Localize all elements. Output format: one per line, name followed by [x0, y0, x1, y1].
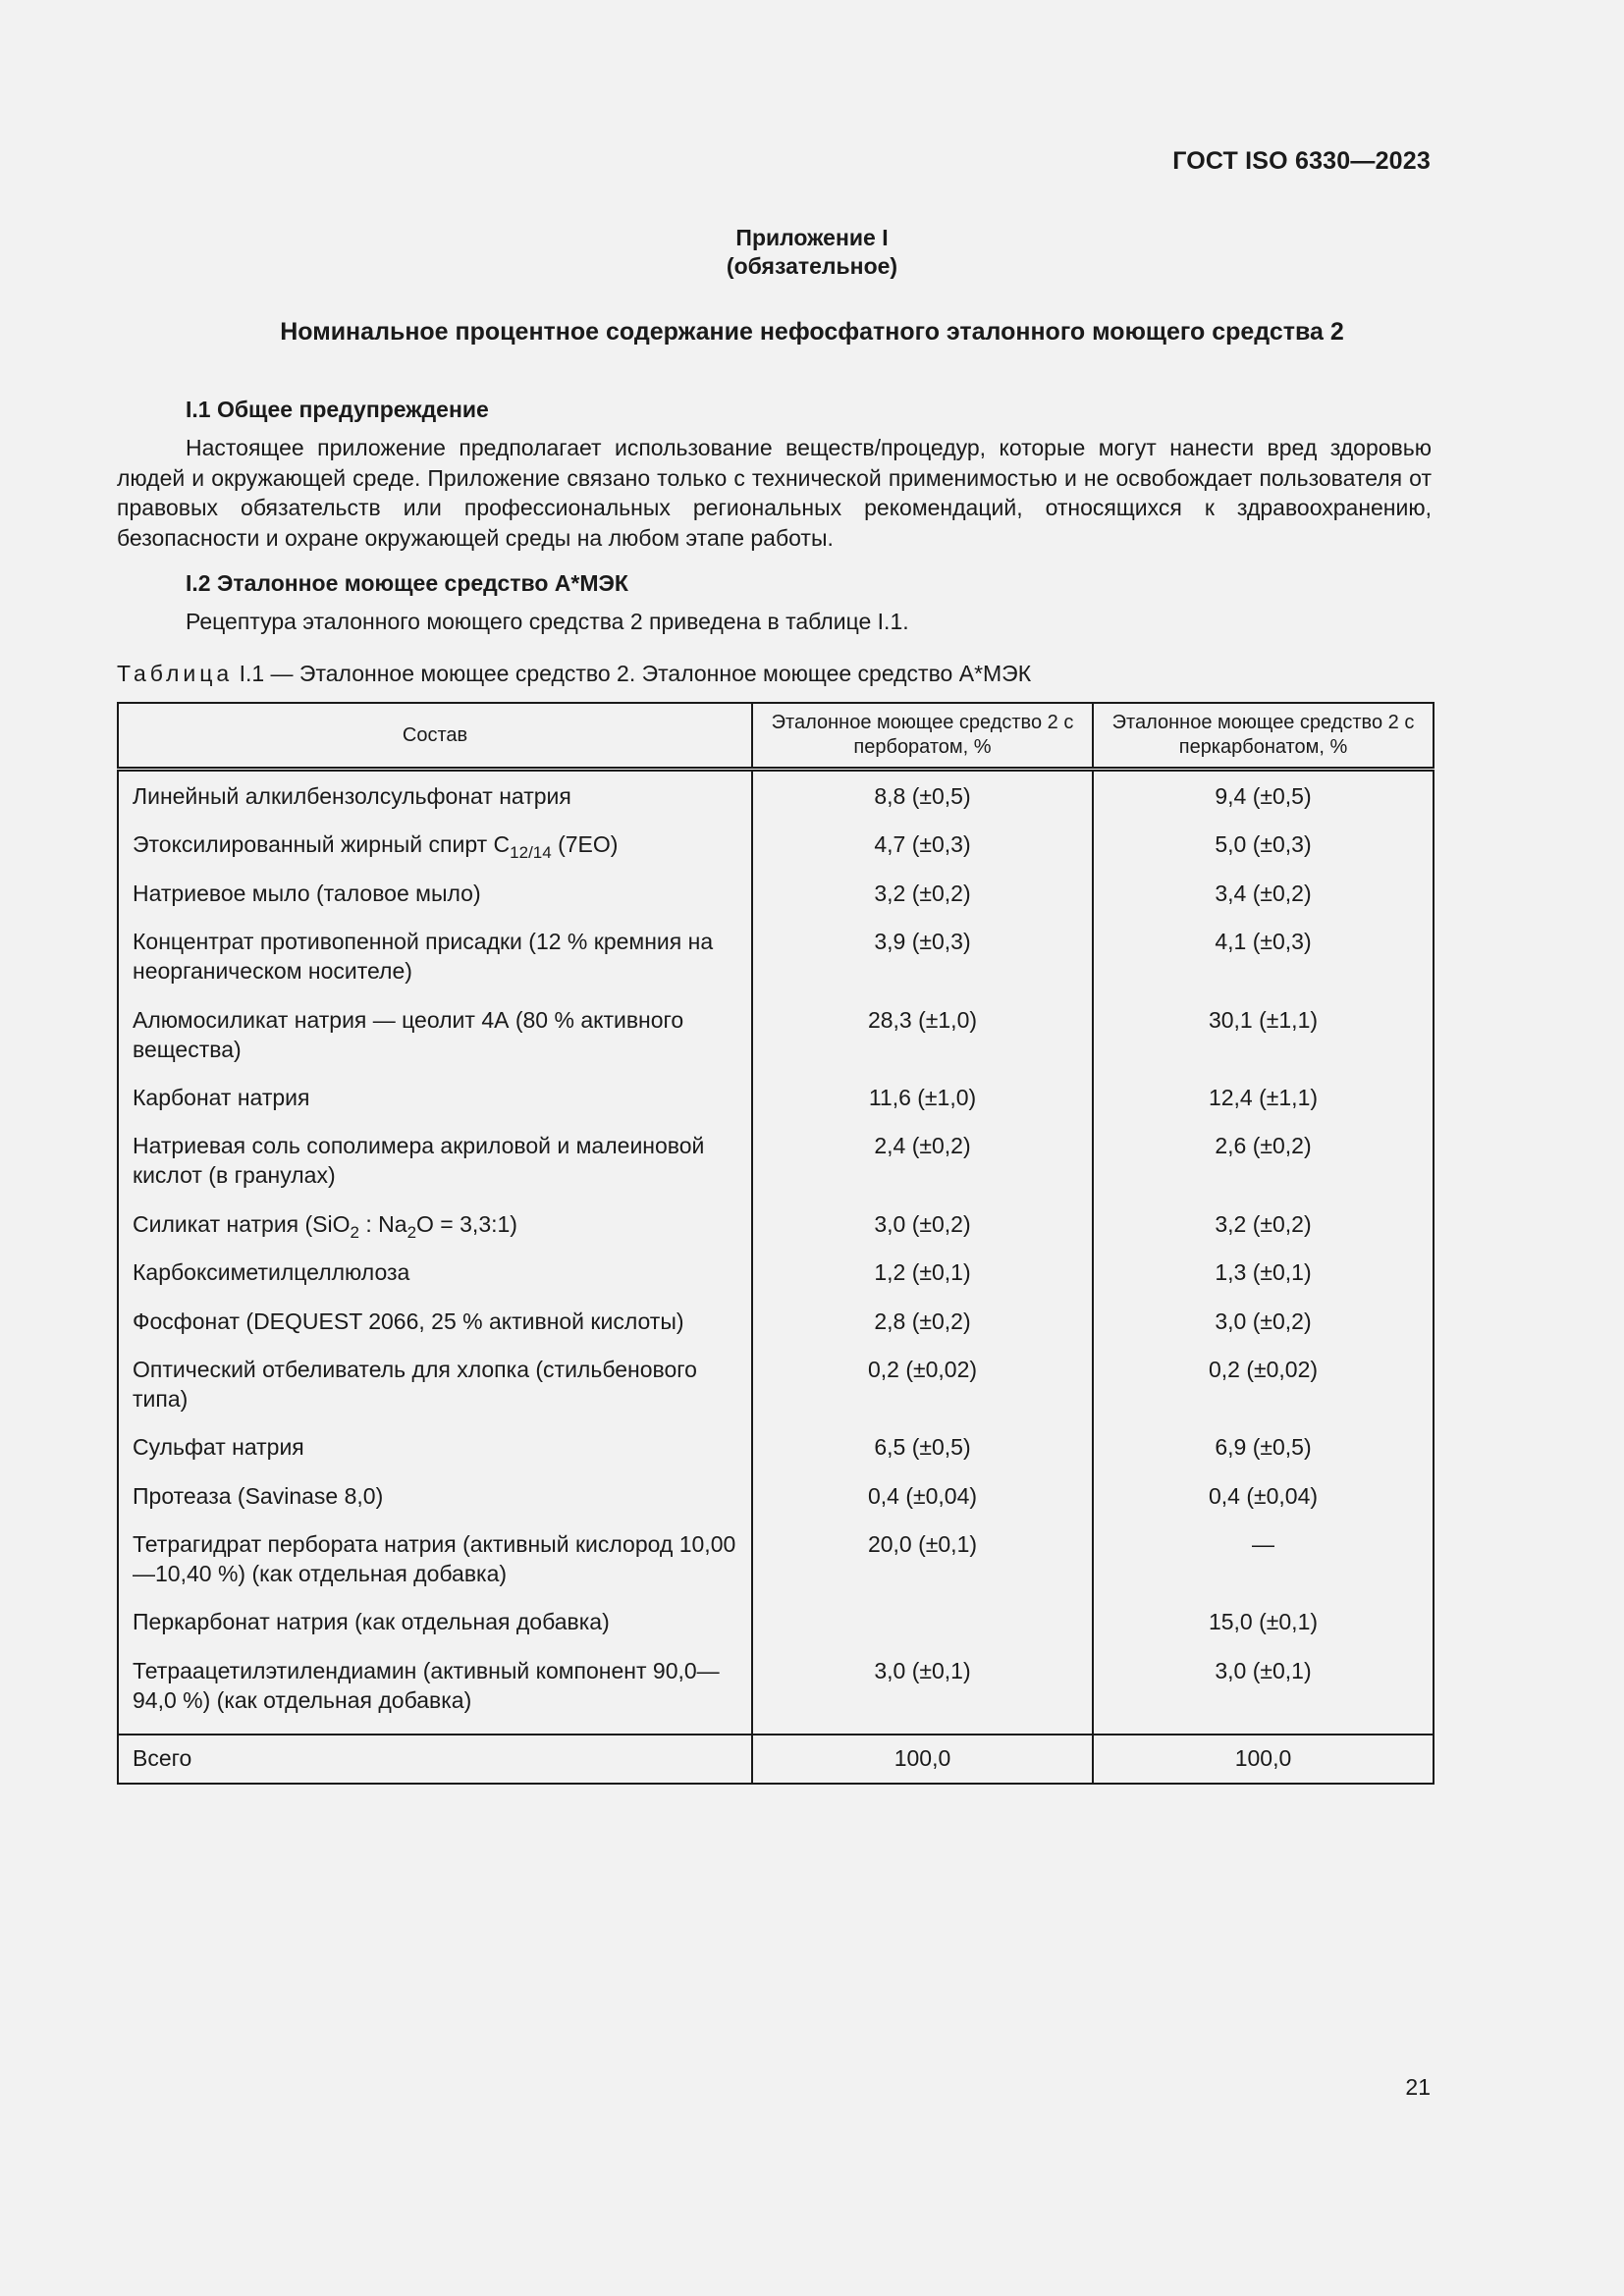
- component-name: Алюмосиликат натрия — цеолит 4А (80 % активного вещества): [118, 1005, 752, 1083]
- table-row: [118, 1005, 1434, 1083]
- percarbonate-value: 9,4 (±0,5): [1093, 770, 1434, 830]
- percarbonate-value: 12,4 (±1,1): [1093, 1083, 1434, 1131]
- total-percarbonate: 100,0: [1093, 1735, 1434, 1784]
- component-name: Тетрагидрат пербората натрия (активный кислород 10,00—10,40 %) (как отдельная добавка): [118, 1529, 752, 1607]
- percarbonate-value: 15,0 (±0,1): [1093, 1607, 1434, 1655]
- percarbonate-value: 5,0 (±0,3): [1093, 829, 1434, 878]
- table-total-row: [118, 1735, 1434, 1784]
- component-name-text: (7ЕО): [551, 831, 619, 858]
- document-code: ГОСТ ISO 6330—2023: [1172, 147, 1431, 175]
- perborate-value: 2,8 (±0,2): [752, 1307, 1093, 1355]
- perborate-value: 3,0 (±0,2): [752, 1209, 1093, 1257]
- percarbonate-value: 1,3 (±0,1): [1093, 1257, 1434, 1306]
- total-label: Всего: [118, 1735, 752, 1784]
- component-name-text: Силикат натрия (SiO: [133, 1210, 351, 1237]
- component-name-text: O = 3,3:1): [416, 1210, 517, 1237]
- component-name-text: : Na: [358, 1210, 407, 1237]
- component-name: [118, 1209, 752, 1257]
- perborate-value: 0,2 (±0,02): [752, 1355, 1093, 1432]
- table-row: [118, 1209, 1434, 1257]
- table-row: [118, 1432, 1434, 1480]
- component-name-subscript: 2: [406, 1222, 417, 1242]
- annex-heading: Номинальное процентное содержание нефосфатного эталонного моющего средства 2: [280, 318, 1344, 346]
- table-caption: [117, 661, 1031, 687]
- perborate-value: 0,4 (±0,04): [752, 1481, 1093, 1529]
- percarbonate-value: 3,0 (±0,1): [1093, 1656, 1434, 1735]
- component-name: Натриевое мыло (таловое мыло): [118, 879, 752, 927]
- perborate-value: 8,8 (±0,5): [752, 770, 1093, 830]
- section-heading-general-warning: I.1 Общее предупреждение: [186, 397, 489, 422]
- component-name: Натриевая соль сополимера акриловой и малеиновой кислот (в гранулах): [118, 1131, 752, 1208]
- perborate-value: 20,0 (±0,1): [752, 1529, 1093, 1607]
- percarbonate-value: 3,0 (±0,2): [1093, 1307, 1434, 1355]
- perborate-value: 11,6 (±1,0): [752, 1083, 1093, 1131]
- component-name: Концентрат противопенной присадки (12 % кремния на неорганическом носителе): [118, 927, 752, 1004]
- table-row: [118, 770, 1434, 830]
- percarbonate-value: 4,1 (±0,3): [1093, 927, 1434, 1004]
- table-row: [118, 1607, 1434, 1655]
- table-row: [118, 1307, 1434, 1355]
- component-name: [118, 829, 752, 878]
- table-caption-label: Таблица: [117, 661, 234, 686]
- percarbonate-value: 6,9 (±0,5): [1093, 1432, 1434, 1480]
- percarbonate-value: —: [1093, 1529, 1434, 1607]
- table-row: [118, 1257, 1434, 1306]
- percarbonate-value: 30,1 (±1,1): [1093, 1005, 1434, 1083]
- table-row: [118, 829, 1434, 878]
- table-header-row: [118, 703, 1434, 770]
- component-name: Линейный алкилбензолсульфонат натрия: [118, 770, 752, 830]
- table-row: [118, 1355, 1434, 1432]
- perborate-value: 2,4 (±0,2): [752, 1131, 1093, 1208]
- annex-status: (обязательное): [726, 253, 898, 279]
- perborate-value: [752, 1607, 1093, 1655]
- perborate-value: 28,3 (±1,0): [752, 1005, 1093, 1083]
- percarbonate-value: 0,2 (±0,02): [1093, 1355, 1434, 1432]
- header-percarbonate: Эталонное моющее средство 2 с перкарбонатом, %: [1093, 703, 1434, 770]
- component-name: Сульфат натрия: [118, 1432, 752, 1480]
- component-name: Карбоксиметилцеллюлоза: [118, 1257, 752, 1306]
- total-perborate: 100,0: [752, 1735, 1093, 1784]
- component-name: Фосфонат (DEQUEST 2066, 25 % активной кислоты): [118, 1307, 752, 1355]
- header-composition: Состав: [118, 703, 752, 770]
- composition-table: [117, 702, 1435, 1785]
- table-row: [118, 1656, 1434, 1735]
- table-row: [118, 879, 1434, 927]
- percarbonate-value: 3,2 (±0,2): [1093, 1209, 1434, 1257]
- component-name: Оптический отбеливатель для хлопка (стильбенового типа): [118, 1355, 752, 1432]
- table-row: [118, 1083, 1434, 1131]
- component-name-subscript: 12/14: [510, 843, 552, 863]
- perborate-value: 6,5 (±0,5): [752, 1432, 1093, 1480]
- component-name: Перкарбонат натрия (как отдельная добавка): [118, 1607, 752, 1655]
- table-row: [118, 1529, 1434, 1607]
- header-perborate: Эталонное моющее средство 2 с перборатом, %: [752, 703, 1093, 770]
- table-row: [118, 927, 1434, 1004]
- component-name-text: Этоксилированный жирный спирт С: [133, 831, 511, 858]
- annex-label: Приложение I: [735, 225, 889, 250]
- perborate-value: 3,0 (±0,1): [752, 1656, 1093, 1735]
- section-text-reference-detergent: Рецептура эталонного моющего средства 2 приведена в таблице I.1.: [186, 609, 909, 634]
- perborate-value: 4,7 (±0,3): [752, 829, 1093, 878]
- component-name: Протеаза (Savinase 8,0): [118, 1481, 752, 1529]
- page-number: 21: [1405, 2074, 1431, 2100]
- section-text-general-warning: Настоящее приложение предполагает использование веществ/процедур, которые могут нанести вред здоровью людей и окружающей среде. Приложение связано только с технической применимостью и не освобождает пользователя от правовых обязательств или профессиональных региональных рекомендаций, относящихся к здравоохранению, безопасности и охране окружающей среды на любом этапе работы.: [117, 435, 1432, 551]
- table-caption-title: I.1 — Эталонное моющее средство 2. Эталонное моющее средство А*МЭК: [233, 661, 1032, 686]
- percarbonate-value: 2,6 (±0,2): [1093, 1131, 1434, 1208]
- table-row: [118, 1481, 1434, 1529]
- percarbonate-value: 3,4 (±0,2): [1093, 879, 1434, 927]
- section-heading-reference-detergent: I.2 Эталонное моющее средство А*МЭК: [186, 570, 628, 596]
- perborate-value: 3,9 (±0,3): [752, 927, 1093, 1004]
- table-row: [118, 1131, 1434, 1208]
- component-name: Карбонат натрия: [118, 1083, 752, 1131]
- component-name-subscript: 2: [350, 1222, 359, 1242]
- perborate-value: 1,2 (±0,1): [752, 1257, 1093, 1306]
- annex-title: [0, 224, 1624, 281]
- percarbonate-value: 0,4 (±0,04): [1093, 1481, 1434, 1529]
- perborate-value: 3,2 (±0,2): [752, 879, 1093, 927]
- component-name: Тетраацетилэтилендиамин (активный компонент 90,0—94,0 %) (как отдельная добавка): [118, 1656, 752, 1735]
